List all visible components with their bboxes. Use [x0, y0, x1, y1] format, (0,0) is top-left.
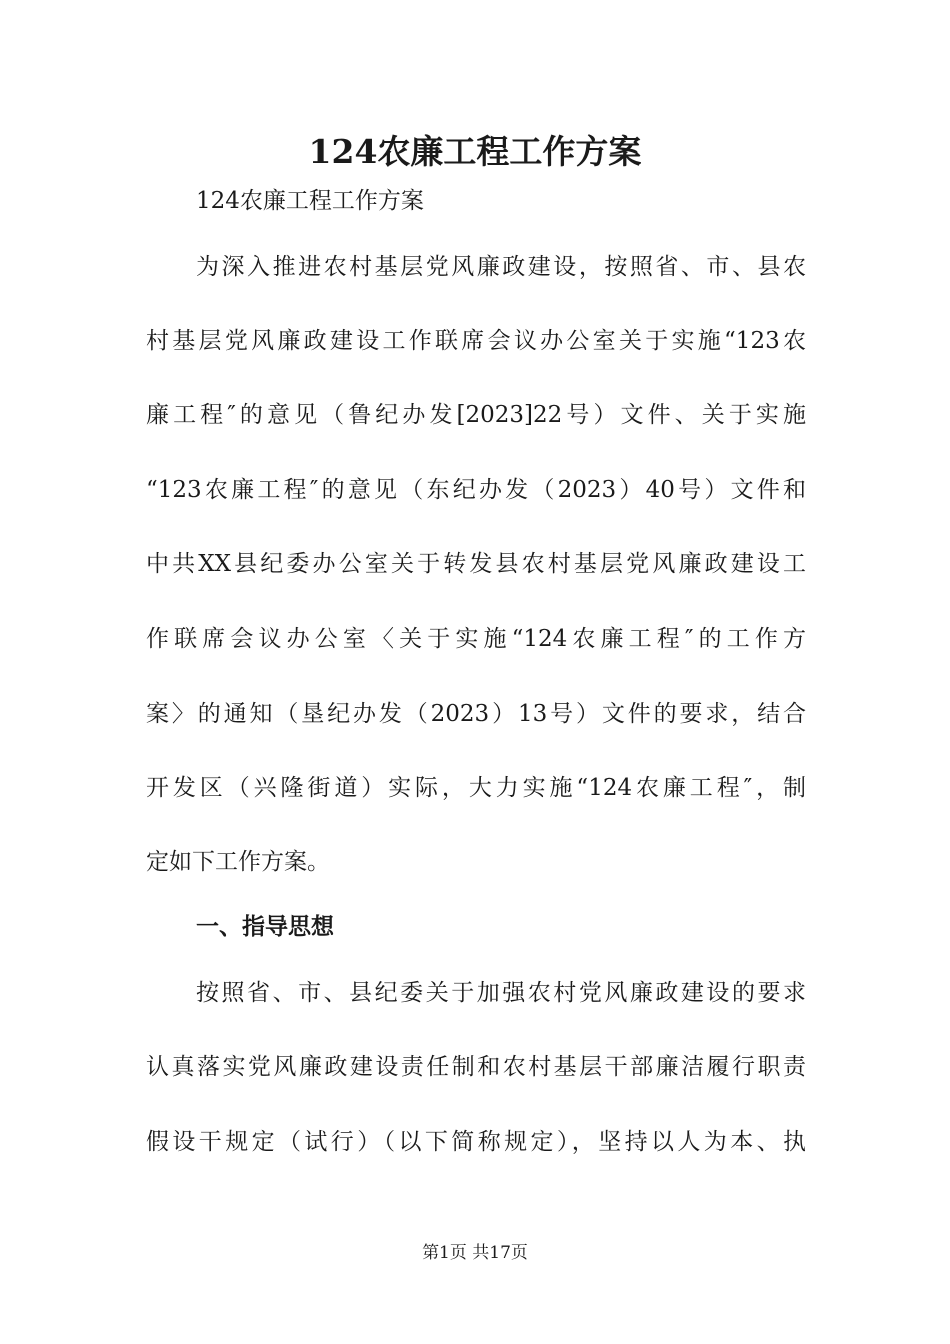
section-heading-guiding-ideology: 一、指导思想 — [196, 914, 334, 940]
intro-line-9: 定如下工作方案。 — [146, 849, 330, 875]
document-title: 124农廉工程工作方案 — [308, 132, 642, 171]
page-number-footer: 第1页 共17页 — [422, 1243, 528, 1263]
intro-line-7: 案〉的通知（垦纪办发（2023）13号）文件的要求，结合 — [146, 701, 806, 727]
intro-line-1: 为深入推进农村基层党风廉政建设，按照省、市、县农 — [196, 254, 806, 280]
document-subtitle: 124农廉工程工作方案 — [196, 188, 424, 214]
section1-line-3: 假设干规定（试行）（以下简称规定），坚持以人为本、执 — [146, 1129, 806, 1155]
intro-line-3: 廉工程″的意见（鲁纪办发[2023]22号）文件、关于实施 — [146, 402, 806, 428]
intro-line-4: “123农廉工程″的意见（东纪办发（2023）40号）文件和 — [146, 477, 806, 503]
section1-line-1: 按照省、市、县纪委关于加强农村党风廉政建设的要求 — [196, 980, 806, 1006]
intro-line-8: 开发区（兴隆街道）实际，大力实施“124农廉工程″，制 — [146, 775, 806, 801]
intro-line-5: 中共XX县纪委办公室关于转发县农村基层党风廉政建设工 — [146, 551, 806, 577]
intro-line-6: 作联席会议办公室〈关于实施“124农廉工程″的工作方 — [146, 626, 806, 652]
section1-line-2: 认真落实党风廉政建设责任制和农村基层干部廉洁履行职责 — [146, 1054, 806, 1080]
intro-line-2: 村基层党风廉政建设工作联席会议办公室关于实施“123农 — [146, 328, 806, 354]
